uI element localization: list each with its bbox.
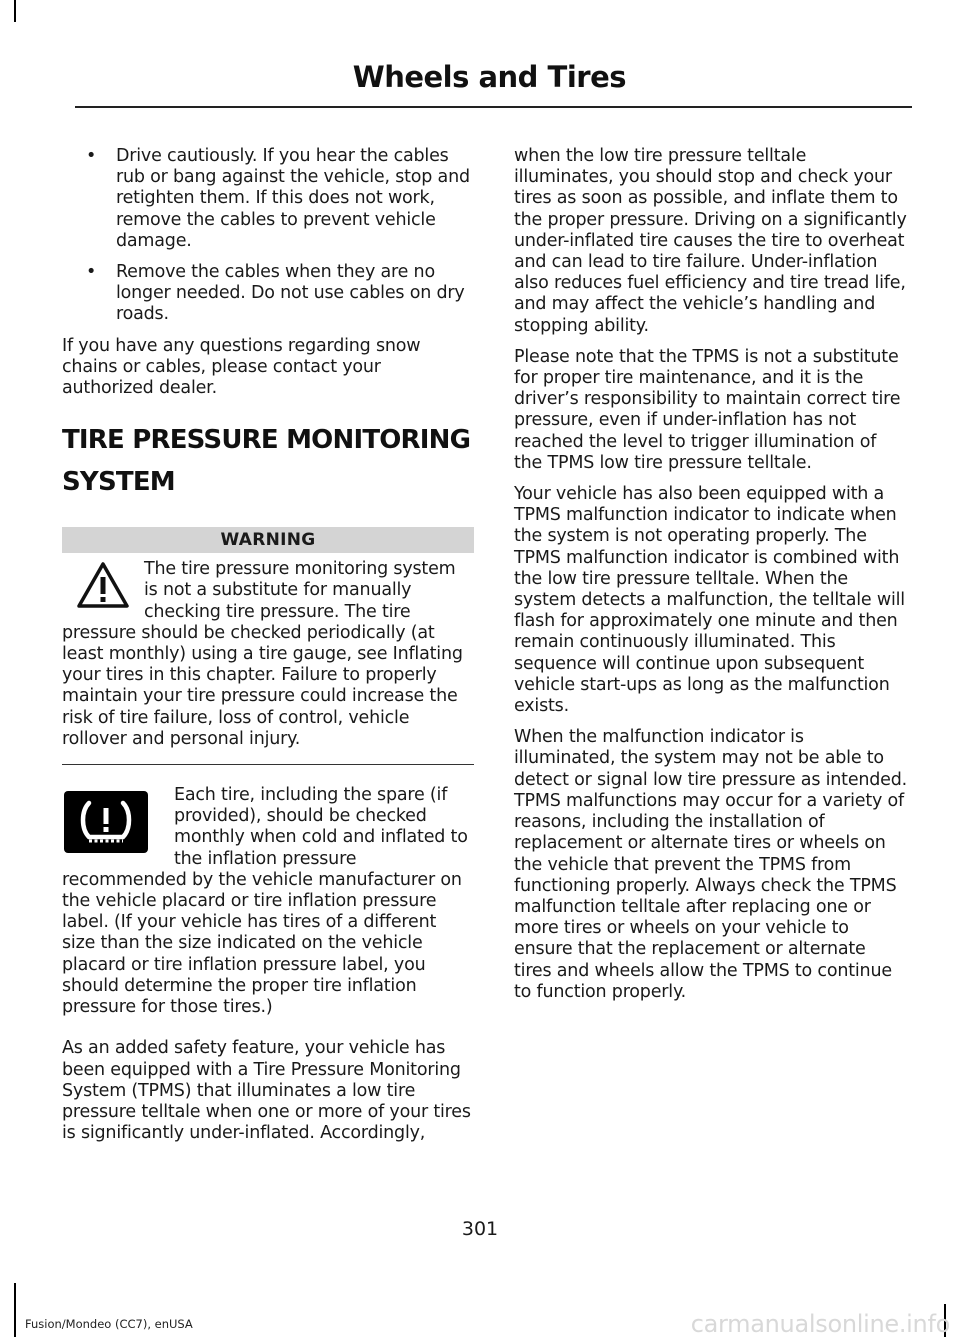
left-column: [62, 146, 474, 1154]
paragraph-malfunction-indicator: Your vehicle has also been equipped with a TPMS malfunction indicator to indicate when the system is not operating properly. The TPMS malfunction indicator is combined with the low tire pressure telltale. When the system detects a malfunction, the telltale will flash for approximately one minute and then remain continuously illuminated. This sequence will continue upon subsequent vehicle start-ups as long as the malfunction exists.: [514, 484, 905, 717]
warning-text: The tire pressure monitoring system is not a substitute for manually checking tire pressure. The tire pressure should be checked periodically (at least monthly) using a tire gauge, see Inflating your tires in this chapter. Failure to properly maintain your tire pressure could increase the risk of tire failure, loss of control, vehicle rollover and personal injury.: [62, 559, 463, 749]
section-heading: [62, 419, 474, 503]
paragraph-safety-feature: As an added safety feature, your vehicle has been equipped with a Tire Pressure Monitoring System (TPMS) that illuminates a low tire pressure telltale when one or more of your tires is significantly under-inflated. Accordingly,: [62, 1038, 471, 1144]
bullet-item: [62, 262, 474, 326]
bullet-item: [62, 146, 474, 252]
crop-mark-bottom-left: [14, 1283, 16, 1337]
bullet-dot: •: [86, 146, 97, 166]
header-rule: [75, 106, 912, 108]
watermark: carmanualsonline.info: [690, 1310, 950, 1338]
paragraph-each-tire: Each tire, including the spare (if provided), should be checked monthly when cold and inflated to the inflation pressure recommended by the vehicle manufacturer on the vehicle placard or tire inflation pressure label. (If your vehicle has tires of a different size than the size indicated on the vehicle placard or tire inflation pressure label, you should determine the proper tire inflation pressure for those tires.): [62, 785, 468, 1018]
footer-doc-id: Fusion/Mondeo (CC7), enUSA: [25, 1317, 193, 1331]
page-header-title: Wheels and Tires: [352, 60, 626, 94]
paragraph-snow-chains: If you have any questions regarding snow chains or cables, please contact your authorized dealer.: [62, 335, 421, 399]
paragraph-low-pressure: when the low tire pressure telltale illuminates, you should stop and check your tires as soon as possible, and inflate them to the proper pressure. Driving on a significantly under-inflated tire causes the tire to overheat and can lead to tire failure. Under-inflation also reduces fuel efficiency and tire tread life, and may affect the vehicle’s handling and stopping ability.: [514, 146, 907, 336]
warning-triangle-icon: [76, 561, 130, 609]
paragraph-malfunction-illuminated: When the malfunction indicator is illuminated, the system may not be able to detect or signal low tire pressure as intended. TPMS malfunctions may occur for a variety of reasons, including the installation of replacement or alternate tires or wheels on the vehicle that prevent the TPMS from functioning properly. Always check the TPMS malfunction telltale after replacing one or more tires or wheels on your vehicle to ensure that the replacement or alternate tires and wheels allow the TPMS to continue to function properly.: [514, 727, 908, 1002]
warning-box: [62, 527, 474, 765]
section-heading-line2: SYSTEM: [62, 467, 175, 498]
tpms-low-pressure-icon: [64, 791, 148, 853]
bullet-dot: •: [86, 262, 97, 283]
right-column: [514, 146, 908, 1013]
crop-mark-top-left: [14, 0, 16, 22]
bullet-text: Remove the cables when they are no longer needed. Do not use cables on dry roads.: [116, 262, 465, 325]
section-heading-line1: TIRE PRESSURE MONITORING: [62, 425, 471, 456]
warning-label: WARNING: [62, 527, 474, 553]
paragraph-not-substitute: Please note that the TPMS is not a substitute for proper tire maintenance, and it is the driver’s responsibility to maintain correct tire pressure, even if under-inflation has not reached the level to trigger illumination of the TPMS low tire pressure telltale.: [514, 346, 901, 473]
bullet-text: Drive cautiously. If you hear the cables rub or bang against the vehicle, stop and retighten them. If this does not work, remove the cables to prevent vehicle damage.: [116, 146, 470, 251]
page-number: 301: [461, 1218, 499, 1240]
